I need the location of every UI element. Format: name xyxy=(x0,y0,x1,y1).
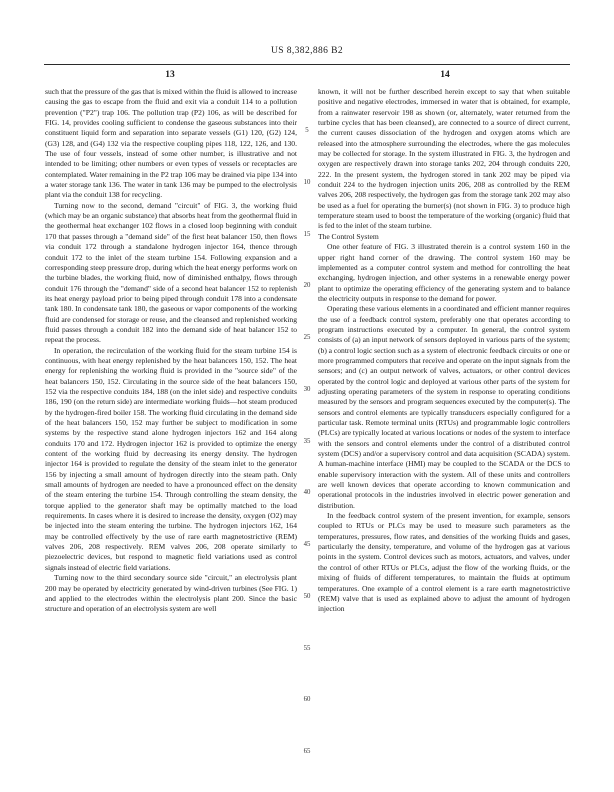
left-column-page-number: 13 xyxy=(165,70,175,80)
left-text-column xyxy=(45,87,297,615)
line-number: 35 xyxy=(303,438,311,445)
line-number: 40 xyxy=(303,489,311,496)
paragraph: Turning now to the third secondary source side "circuit," an electrolysis plant 200 may be operated by electricity generated by wind-driven turbines (See FIG. 1) and applied to the electrodes within the electrolysis plant 200. Since the basic structure and operation of an electrolysis system are well xyxy=(45,573,297,614)
line-number: 65 xyxy=(303,748,311,755)
right-column-page-number: 14 xyxy=(440,70,450,80)
line-number: 20 xyxy=(303,282,311,289)
right-text-column xyxy=(318,87,570,615)
paragraph: such that the pressure of the gas that is mixed within the fluid is allowed to increase causing the gas to escape from the fluid and exit via a conduit 114 to a pollution prevention ("P2") trap 106. The pollution trap (P2) 106, as will be described for FIG. 14, provides cooling sufficient to condense the gaseous substances into their constituent liquid form and separation into separate vessels (G1) 120, (G2) 124, (G3) 128, and (G4) 132 via the respective coupling pipes 118, 122, 126, and 130. The use of four vessels, instead of some other number, is illustrative and not intended to be limiting; other numbers or even types of vessels or receptacles are contemplated. Water remaining in the P2 trap 106 may be drained via pipe 134 into a water storage tank 136. The water in tank 136 may be pumped to the electrolysis plant via the conduit 138 for recycling. xyxy=(45,87,297,200)
line-number: 30 xyxy=(303,386,311,393)
paragraph: Turning now to the second, demand "circuit" of FIG. 3, the working fluid (which may be an organic substance) that absorbs heat from the geothermal fluid in the geothermal heat exchanger 102 flows in a closed loop beginning with conduit 170 that passes through a "demand side" of the first heat balancer 150, then flows via conduit 172 through a standalone hydrogen injector 164, thence through conduit 172 to the inlet of the steam turbine 154. Following expansion and a corresponding steep pressure drop, during which the heat energy performs work on the turbine blades, the working fluid, now of diminished enthalpy, flows through conduit 176 through the "demand" side of a second heat balancer 152 to replenish its heat energy payload prior to being piped through conduit 178 into a condensate tank 180. In condensate tank 180, the gaseous or vapor components of the working fluid are condensed for storage or reuse, and the cleansed and replenished working fluid passes through a conduit 182 into the demand side of heat balancer 152 to repeat the process. xyxy=(45,200,297,345)
paragraph: Operating these various elements in a coordinated and efficient manner requires the use of a feedback control system, preferably one that operates according to program instructions executed by a computer. In general, the control system consists of (a) an input network of sensors deployed in various parts of the system; (b) a control logic section such as a system of electronic feedback circuits or one or more programmed computers that receive and operate on the input signals from the sensors; and (c) an output network of valves, actuators, or other control devices operated by the control logic and deployed at various other parts of the system for adjusting operating parameters of the system in response to operating conditions measured by the sensors and program sequences executed by the computer(s). The sensors and control elements are typically transducers especially configured for a particular task. Remote terminal units (RTUs) and programmable logic controllers (PLCs) are typically located at various locations or nodes of the system to interface with the sensors and control elements under the control of a distributed control system (DCS) and/or a supervisory control and data acquisition (SCADA) system. A human-machine interface (HMI) may be coupled to the SCADA or the DCS to enable supervisory interaction with the system. All of these units and controllers are well known devices that operate according to known communication and operational protocols in the industries involved in electric power generation and distribution. xyxy=(318,304,570,510)
line-number: 15 xyxy=(303,231,311,238)
line-number: 45 xyxy=(303,541,311,548)
paragraph: In operation, the recirculation of the working fluid for the steam turbine 154 is continuous, with heat energy replenished by the heat balancers 150, 152. The heat energy for replenishing the working fluid is provided in the "source side" of the heat balancers 150, 152. Circulating in the source side of the heat balancers 150, 152 via the respective conduits 184, 188 (on the inlet side) and respective conduits 186, 190 (on the return side) are intermediate working fluids—hot steam produced by the hydrogen-fired boiler 158. The working fluid circulating in the demand side of the heat balancers 150, 152 may further be subject to modification in some systems by the respective stand alone hydrogen injectors 162 and 164 along conduits 170 and 172. Hydrogen injector 162 is provided to optimize the energy content of the working fluid by decreasing its energy density. The hydrogen injector 164 is provided to regulate the density of the steam inlet to the generator 156 by injecting a small amount of hydrogen directly into the steam path. Only small amounts of hydrogen are needed to have a pronounced effect on the density of the steam entering the turbine 154. Through controlling the steam density, the torque applied to the generator shaft may be optimally matched to the load requirements. In cases where it is desired to increase the density, oxygen (O2) may be injected into the steam entering the turbine. The hydrogen injectors 162, 164 may be controlled effectively by the use of rare earth magnetostrictive (REM) valves 206, 208 respectively. REM valves 206, 208 operate similarly to piezoelectric devices, but respond to magnetic field variations used as control signals instead of electric field variations. xyxy=(45,345,297,572)
section-heading: The Control System xyxy=(318,231,379,241)
line-number: 25 xyxy=(303,334,311,341)
patent-number: US 8,382,886 B2 xyxy=(271,46,343,56)
line-number: 60 xyxy=(303,696,311,703)
header-rule xyxy=(44,64,570,65)
paragraph: known, it will not be further described herein except to say that when suitable positive and negative electrodes, immersed in water that is obtained, for example, from a rainwater reservoir 198 as shown (or, alternately, water returned from the turbine cycles that has been cleansed), are connected to a source of direct current, the current causes dissociation of the hydrogen and oxygen atoms which are released into the atmosphere surrounding the electrodes, where the gas molecules may be collected for storage. In the system illustrated in FIG. 3, the hydrogen and oxygen are respectively drawn into storage tanks 202, 204 through conduits 220, 222. In the present system, the hydrogen stored in tank 202 may be piped via conduit 224 to the hydrogen injection units 206, 208 as controlled by the REM valves 206, 208 respectively, the hydrogen gas from the storage tank 202 may also be used as a fuel for operating the burner(s) (not shown in FIG. 3) to produce high temperature steam used to boost the temperature of the working (organic) fluid that is fed to the inlet of the steam turbine. xyxy=(318,87,570,231)
line-number: 50 xyxy=(303,593,311,600)
paragraph: In the feedback control system of the present invention, for example, sensors coupled to RTUs or PLCs may be used to measure such parameters as the temperatures, pressures, flow rates, and densities of the working fluids and gases, particularly the density, temperature, and volume of the hydrogen gas at various points in the system. Control devices such as motors, actuators, and valves, under the control of other RTUs or PLCs, adjust the flow of the working fluids, or the mixing of fluids of different temperatures, to maintain the fluids at optimum temperatures. One example of a control element is a rare earth magnetostrictive (REM) valve that is used as explained above to adjust the amount of hydrogen injection xyxy=(318,511,570,614)
line-number: 5 xyxy=(305,127,309,134)
paragraph: One other feature of FIG. 3 illustrated therein is a control system 160 in the upper right hand corner of the drawing. The control system 160 may be implemented as a computer control system and method for controlling the heat exchanging, hydrogen injection, and other systems in a renewable energy power plant to optimize the operating efficiency of the generating system and to balance the electricity outputs in response to the demand for power. xyxy=(318,242,570,303)
line-number: 55 xyxy=(303,645,311,652)
line-number: 10 xyxy=(303,179,311,186)
